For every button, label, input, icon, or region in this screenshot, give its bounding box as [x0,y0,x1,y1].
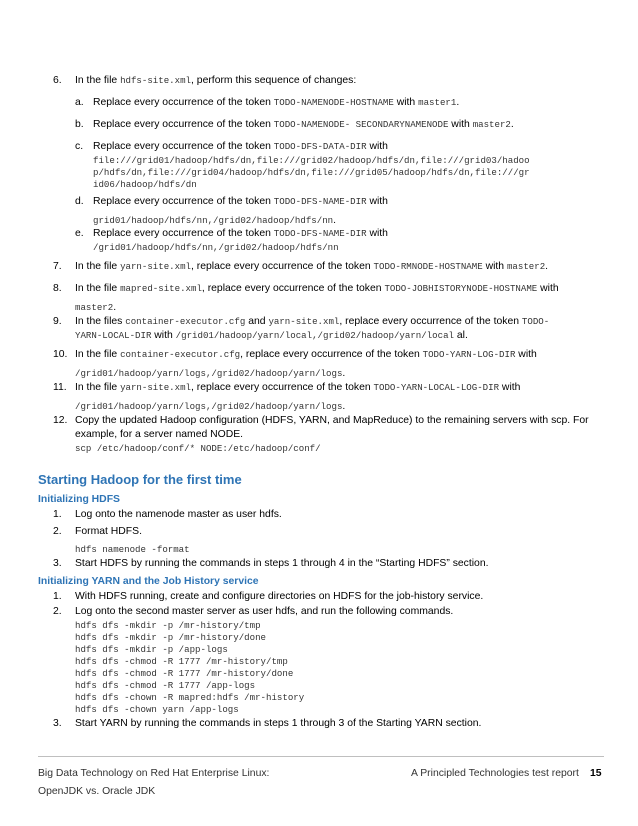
hdfs-step-3-text: Start HDFS by running the commands in steps 1 through 4 in the “Starting HDFS” section. [75,558,489,569]
yarn-step-3-number: 3. [53,718,62,729]
step-11-text: In the file yarn-site.xml, replace every occurrence of the token TODO-YARN-LOCAL-LOG-DIR with [75,382,521,393]
token: TODO-NAMENODE-HOSTNAME [273,97,394,108]
token: TODO-DFS-NAME-DIR [273,196,367,207]
footer-report-name: A Principled Technologies test report [411,768,579,779]
step-10-number: 10. [53,349,68,360]
hdfs-step-3-number: 3. [53,558,62,569]
code-line: hdfs dfs -chmod -R 1777 /app-logs [75,680,256,691]
yarn-step-1-number: 1. [53,591,62,602]
yarn-step-2-number: 2. [53,606,62,617]
step-7-text: In the file yarn-site.xml, replace every occurrence of the token TODO-RMNODE-HOSTNAME with master2. [75,261,549,272]
value: master1 [418,97,457,108]
step-6a-text: Replace every occurrence of the token TODO-NAMENODE-HOSTNAME with master1. [93,97,460,108]
step-12-line-1: Copy the updated Hadoop configuration (HDFS, YARN, and MapReduce) to the remaining servers with scp. For [75,415,589,426]
step-6d-path: grid01/hadoop/hdfs/nn,/grid02/hadoop/hdfs/nn. [93,215,337,226]
hdfs-step-2-number: 2. [53,526,62,537]
step-6c-text: Replace every occurrence of the token TODO-DFS-DATA-DIR with [93,141,388,152]
step-6c-path-3: id06/hadoop/hdfs/dn [93,179,197,190]
step-6-number: 6. [53,75,62,86]
step-8-line-2: master2. [75,302,117,313]
step-6-text: In the file hdfs-site.xml, perform this sequence of changes: [75,75,357,86]
step-10-line-2: /grid01/hadoop/yarn/logs,/grid02/hadoop/yarn/logs. [75,368,346,379]
footer-title-line-1: Big Data Technology on Red Hat Enterprise Linux: [38,768,270,779]
code-line: hdfs dfs -chmod -R 1777 /mr-history/tmp [75,656,288,667]
yarn-step-2-text: Log onto the second master server as user hdfs, and run the following commands. [75,606,454,617]
step-6e-letter: e. [75,228,84,239]
step-6e-path: /grid01/hadoop/hdfs/nn,/grid02/hadoop/hdfs/nn [93,242,339,253]
step-10-text: In the file container-executor.cfg, replace every occurrence of the token TODO-YARN-LOG-DIR with [75,349,537,360]
step-9-number: 9. [53,316,62,327]
step-7-number: 7. [53,261,62,272]
hdfs-format-command: hdfs namenode -format [75,544,190,555]
step-6b-letter: b. [75,119,84,130]
section-heading: Starting Hadoop for the first time [38,472,242,487]
step-6c-path-1: file:///grid01/hadoop/hdfs/dn,file:///grid02/hadoop/hdfs/dn,file:///grid03/hadoo [93,155,530,166]
hdfs-step-2-text: Format HDFS. [75,526,142,537]
step-6c-letter: c. [75,141,84,152]
step-6c-path-2: p/hdfs/dn,file:///grid04/hadoop/hdfs/dn,file:///grid05/hadoop/hdfs/dn,file:///gr [93,167,530,178]
step-6e-text: Replace every occurrence of the token TODO-DFS-NAME-DIR with [93,228,388,239]
yarn-step-1-text: With HDFS running, create and configure directories on HDFS for the job-history service. [75,591,484,602]
footer-divider [38,756,604,757]
token: TODO-DFS-NAME-DIR [273,228,367,239]
step-8-number: 8. [53,283,62,294]
step-12-number: 12. [53,415,68,426]
hdfs-step-1-number: 1. [53,509,62,520]
code-line: hdfs dfs -mkdir -p /mr-history/tmp [75,620,261,631]
code-line: hdfs dfs -chmod -R 1777 /mr-history/done [75,668,294,679]
footer-title-line-2: OpenJDK vs. Oracle JDK [38,786,156,797]
token: TODO-NAMENODE- SECONDARYNAMENODE [273,119,449,130]
step-12-line-2: example, for a server named NODE. [75,429,244,440]
step-11-number: 11. [53,382,67,393]
token: TODO-DFS-DATA-DIR [273,141,367,152]
page-number: 15 [590,768,602,779]
step-6d-text: Replace every occurrence of the token TODO-DFS-NAME-DIR with [93,196,388,207]
code-line: hdfs dfs -mkdir -p /mr-history/done [75,632,266,643]
step-12-command: scp /etc/hadoop/conf/* NODE:/etc/hadoop/conf/ [75,443,321,454]
code-line: hdfs dfs -chown yarn /app-logs [75,704,239,715]
step-6a-letter: a. [75,97,84,108]
code-line: hdfs dfs -mkdir -p /app-logs [75,644,228,655]
subsection-heading-yarn: Initializing YARN and the Job History service [38,576,259,587]
step-9-text: In the files container-executor.cfg and yarn-site.xml, replace every occurrence of the token TODO- [75,316,550,327]
subsection-heading-hdfs: Initializing HDFS [38,494,120,505]
step-9-line-2: YARN-LOCAL-DIR with /grid01/hadoop/yarn/local,/grid02/hadoop/yarn/local al. [75,330,468,341]
step-6b-text: Replace every occurrence of the token TODO-NAMENODE- SECONDARYNAMENODE with master2. [93,119,514,130]
filename: hdfs-site.xml [120,75,192,86]
yarn-step-3-text: Start YARN by running the commands in steps 1 through 3 of the Starting YARN section. [75,718,482,729]
value: master2 [472,119,511,130]
step-8-text: In the file mapred-site.xml, replace every occurrence of the token TODO-JOBHISTORYNODE-HOSTNAME with [75,283,559,294]
step-11-line-2: /grid01/hadoop/yarn/logs,/grid02/hadoop/yarn/logs. [75,401,346,412]
hdfs-step-1-text: Log onto the namenode master as user hdfs. [75,509,282,520]
code-line: hdfs dfs -chown -R mapred:hdfs /mr-history [75,692,305,703]
step-6d-letter: d. [75,196,84,207]
